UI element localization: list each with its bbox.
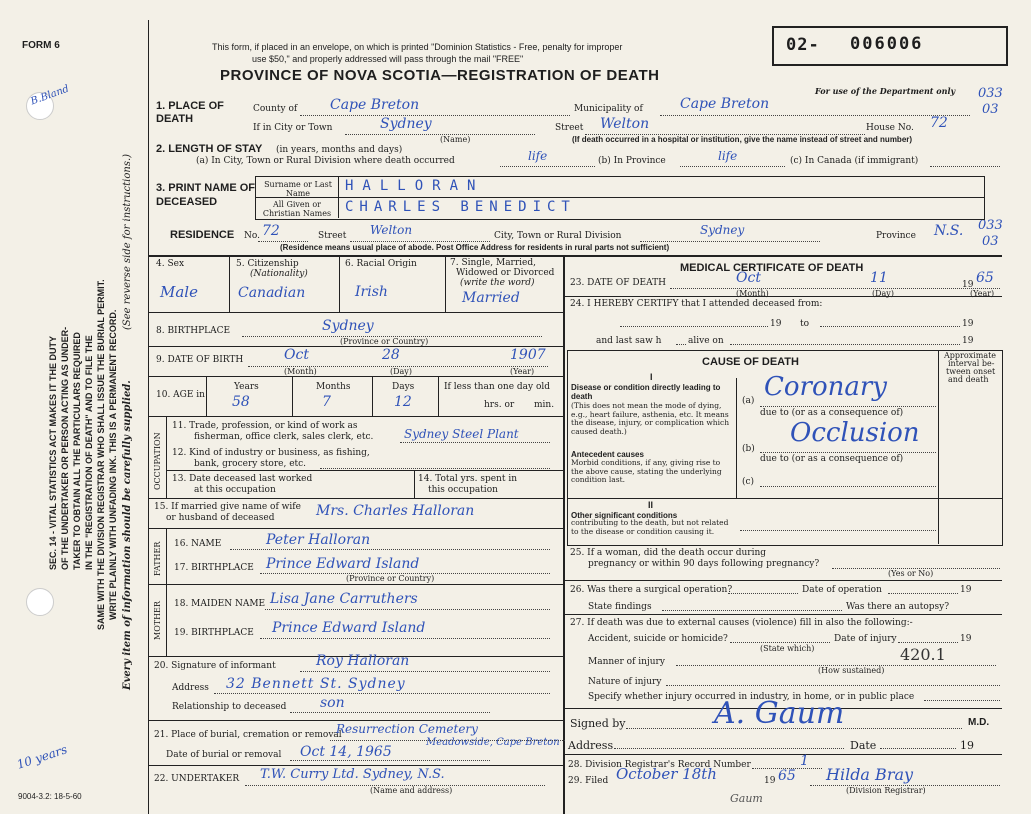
pregnancy-label-2: pregnancy or within 90 days following pregnancy?: [588, 559, 820, 569]
cause-title: CAUSE OF DEATH: [702, 356, 799, 368]
certify-19b: 19: [962, 319, 974, 329]
envelope-note-1: This form, if placed in an envelope, on which is printed "Dominion Statistics - Free, penalty for improper: [212, 42, 623, 52]
min-label: min.: [534, 400, 555, 410]
marital-label-2: Widowed or Divorced: [456, 268, 555, 278]
residence-street-value: Welton: [370, 223, 413, 237]
age-days-label: Days: [392, 382, 415, 392]
registrar-hint: (Division Registrar): [846, 786, 926, 795]
manner-label: Manner of injury: [588, 657, 665, 667]
burial-place-label: 21. Place of burial, cremation or removal: [154, 730, 342, 740]
envelope-note-2: use $50," and properly addressed will pass through the mail "FREE": [252, 54, 524, 64]
racial-origin-label: 6. Racial Origin: [345, 259, 417, 269]
sex-value: Male: [160, 283, 198, 301]
record-number-value: 1: [800, 753, 809, 769]
burial-date-value: Oct 14, 1965: [300, 744, 392, 760]
stay-c-label: (c) In Canada (if immigrant): [790, 156, 919, 166]
years-spent-label-2: this occupation: [428, 485, 498, 495]
city-name-hint: (Name): [440, 135, 471, 144]
filed-year-value: 65: [778, 768, 796, 784]
state-which-hint: (State which): [760, 644, 815, 653]
spouse-label-2: or husband of deceased: [166, 513, 275, 523]
house-label: House No.: [866, 123, 914, 133]
relationship-label: Relationship to deceased: [172, 702, 287, 712]
last-saw-label: and last saw h: [596, 336, 662, 346]
certify-to: to: [800, 319, 810, 329]
statute-line-5: SAME WITH THE DIVISION REGISTRAR WHO SHALL ISSUE THE BURIAL PERMIT.: [96, 279, 106, 630]
marital-label-1: 7. Single, Married,: [450, 258, 536, 268]
sex-label: 4. Sex: [156, 259, 185, 269]
margin-note-1: B.Bland: [29, 83, 71, 108]
interval-2: interval be-: [948, 359, 995, 368]
given-name-value: CHARLES BENEDICT: [345, 199, 576, 215]
form-number: FORM 6: [22, 40, 60, 51]
statute-line-2: OF THE UNDERTAKER OR PERSON ACTING AS UNDER-: [60, 326, 70, 570]
margin-note-2: 10 years: [15, 742, 69, 772]
relationship-value: son: [320, 695, 345, 711]
due-to-label-2: due to (or as a consequence of): [760, 454, 904, 464]
physician-date-19: 19: [960, 739, 974, 752]
hospital-note: (If death occurred in a hospital or institution, give the name instead of street and number): [572, 135, 913, 144]
house-value: 72: [930, 115, 948, 131]
operation-date-19: 19: [960, 585, 972, 595]
signed-by-label: Signed by: [570, 717, 626, 730]
residence-label: RESIDENCE: [170, 229, 235, 241]
specify-label: Specify whether injury occurred in industry, in home, or in public place: [588, 692, 915, 702]
residence-note: (Residence means usual place of abode. Post Office Address for residents in rural parts not sufficient): [280, 243, 670, 252]
less-than-day-label: If less than one day old: [444, 382, 551, 392]
municipality-label: Municipality of: [574, 104, 643, 114]
residence-no-value: 72: [262, 223, 280, 239]
dod-label: 23. DATE OF DEATH: [570, 278, 666, 288]
dob-month-hint: (Month): [284, 367, 317, 376]
medical-cert-title: MEDICAL CERTIFICATE OF DEATH: [680, 262, 864, 274]
statute-line-4: IN THE "REGISTRATION OF DEATH" AND TO FILE THE: [84, 335, 94, 570]
industry-label-2: bank, grocery store, etc.: [194, 459, 307, 469]
upper-divider: [148, 255, 1002, 257]
length-of-stay-label: 2. LENGTH OF STAY: [156, 143, 263, 155]
roman-one: I: [650, 372, 653, 382]
dept-use-label: For use of the Department only: [815, 86, 956, 96]
cause-c-label: (c): [742, 477, 755, 487]
cause-a-value: Coronary: [764, 372, 887, 402]
registrar-signature: Hilda Bray: [826, 765, 914, 784]
municipality-value: Cape Breton: [680, 96, 770, 112]
residence-province-label: Province: [876, 231, 916, 241]
surname-label: Surname or Last Name: [264, 180, 332, 198]
operation-date-label: Date of operation: [802, 585, 882, 595]
statute-line-3: TAKER TO OBTAIN ALL THE PARTICULARS REQUIRED: [72, 332, 82, 570]
age-days-value: 12: [394, 394, 412, 410]
state-findings-label: State findings: [588, 602, 652, 612]
place-of-death-label: 1. PLACE OF DEATH: [156, 100, 224, 125]
dod-year-hint: (Year): [970, 289, 995, 298]
father-name-value: Peter Halloran: [266, 532, 371, 548]
dod-day: 11: [870, 270, 888, 286]
informant-sig-label: 20. Signature of informant: [154, 661, 276, 671]
last-saw-19: 19: [962, 336, 974, 346]
last-worked-label-1: 13. Date deceased last worked: [172, 474, 313, 484]
md-label: M.D.: [968, 717, 990, 728]
autopsy-label: Was there an autopsy?: [846, 602, 950, 612]
physician-date-label: Date: [850, 739, 877, 752]
residence-province-value: N.S.: [934, 223, 964, 239]
reg-number: 006006: [850, 34, 924, 54]
mother-birthplace-label: 19. BIRTHPLACE: [174, 628, 254, 638]
dob-day: 28: [382, 347, 400, 363]
other-conditions-note: contributing to the death, but not related to the disease or condition causing it.: [571, 518, 729, 536]
dob-year: 1907: [510, 347, 546, 363]
age-months-value: 7: [322, 394, 331, 410]
length-of-stay-sub: (in years, months and days): [276, 145, 403, 155]
dob-year-hint: (Year): [510, 367, 535, 376]
mother-name-label: 18. MAIDEN NAME: [174, 599, 266, 609]
page-title: PROVINCE OF NOVA SCOTIA—REGISTRATION OF DEATH: [220, 67, 660, 84]
father-birthplace-label: 17. BIRTHPLACE: [174, 563, 254, 573]
certify-label: 24. I HEREBY CERTIFY that I attended deceased from:: [570, 299, 823, 309]
antecedent-note: Morbid conditions, if any, giving rise to the above cause, stating the underlying condition last.: [571, 458, 722, 484]
stay-a-label: (a) In City, Town or Rural Division where death occurred: [196, 156, 455, 166]
dod-year: 65: [976, 270, 994, 286]
burial-place-value: Resurrection Cemetery: [336, 722, 478, 736]
surgery-label: 26. Was there a surgical operation?: [570, 585, 733, 595]
trade-label-1: 11. Trade, profession, or kind of work as: [172, 421, 358, 431]
cause-a2-value: Occlusion: [790, 418, 920, 448]
record-number-label: 28. Division Registrar's Record Number: [568, 760, 751, 770]
left-border: [148, 20, 149, 814]
stay-b-value: life: [718, 149, 738, 163]
racial-origin-value: Irish: [355, 284, 388, 300]
city-label: If in City or Town: [253, 123, 333, 133]
undertaker-label: 22. UNDERTAKER: [154, 774, 240, 784]
accident-label: Accident, suicide or homicide?: [588, 634, 728, 644]
burial-place-value-2: Meadowside, Cape Breton: [426, 737, 560, 748]
dod-month-hint: (Month): [736, 289, 769, 298]
undertaker-hint: (Name and address): [370, 786, 453, 795]
county-label: County of: [253, 104, 298, 114]
certify-19a: 19: [770, 319, 782, 329]
given-name-label: All Given or Christian Names: [262, 200, 332, 218]
father-birthplace-hint: (Province or Country): [346, 574, 435, 583]
yes-no-hint: (Yes or No): [888, 569, 934, 578]
due-to-label-1: due to (or as a consequence of): [760, 408, 904, 418]
dept-code-2: 03: [982, 102, 999, 117]
punch-hole-bottom: [26, 588, 54, 616]
informant-address-value: 32 Bennett St. Sydney: [226, 676, 406, 692]
dept-code-3: 033: [978, 218, 1003, 233]
birthplace-value: Sydney: [322, 318, 374, 334]
statute-line-8: Every item of information should be carefully supplied.: [122, 380, 133, 690]
stay-b-label: (b) In Province: [598, 156, 666, 166]
industry-label-1: 12. Kind of industry or business, as fishing,: [172, 448, 370, 458]
father-birthplace-value: Prince Edward Island: [266, 556, 420, 572]
external-causes-label: 27. If death was due to external causes (violence) fill in also the following:-: [570, 618, 913, 628]
roman-two: II: [648, 500, 654, 510]
stay-a-value: life: [528, 149, 548, 163]
citizenship-sub: (Nationality): [250, 269, 308, 279]
statute-line-7: (See reverse side for instructions.): [122, 153, 133, 330]
dod-month: Oct: [736, 270, 761, 286]
dod-year-prefix: 19: [962, 280, 974, 290]
filed-year-prefix: 19: [764, 776, 776, 786]
informant-address-label: Address: [172, 683, 209, 693]
physician-signature: A. Gaum: [714, 696, 845, 731]
reg-prefix: 02-: [786, 35, 820, 55]
statute-line-1: SEC. 14 - VITAL STATISTICS ACT MAKES IT THE DUTY: [48, 335, 58, 570]
interval-4: and death: [948, 375, 989, 384]
how-sustained-hint: (How sustained): [818, 666, 885, 675]
filed-value: October 18th: [616, 765, 717, 783]
citizenship-value: Canadian: [238, 285, 306, 301]
dob-day-hint: (Day): [390, 367, 412, 376]
spouse-value: Mrs. Charles Halloran: [316, 503, 475, 519]
last-worked-label-2: at this occupation: [194, 485, 276, 495]
city-value: Sydney: [380, 116, 432, 132]
disease-label: Disease or condition directly leading to death: [571, 383, 721, 401]
residence-no-label: No.: [244, 231, 260, 241]
birthplace-label: 8. BIRTHPLACE: [156, 326, 231, 336]
occupation-side-label: OCCUPATION: [153, 432, 162, 490]
residence-city-value: Sydney: [700, 223, 745, 237]
birthplace-hint: (Province or Country): [340, 337, 429, 346]
other-conditions-label: Other significant conditions: [571, 511, 678, 520]
street-label: Street: [555, 123, 584, 133]
hrs-label: hrs. or: [484, 400, 515, 410]
nature-label: Nature of injury: [588, 677, 662, 687]
disease-note: (This does not mean the mode of dying, e.g., heart failure, asthenia, etc. It means the disease, injury, or complication which caused death.): [571, 401, 730, 436]
dob-month: Oct: [284, 347, 309, 363]
cause-b-label: (b): [742, 444, 755, 454]
age-years-label: Years: [234, 382, 259, 392]
pregnancy-label-1: 25. If a woman, did the death occur during: [570, 548, 767, 558]
trade-label-2: fisherman, office clerk, sales clerk, etc.: [194, 432, 374, 442]
trade-value: Sydney Steel Plant: [404, 427, 519, 441]
informant-sig-value: Roy Halloran: [316, 653, 410, 669]
alive-on-label: alive on: [688, 336, 724, 346]
age-years-value: 58: [232, 394, 250, 410]
dept-code-1: 033: [978, 86, 1003, 101]
street-value: Welton: [600, 116, 650, 132]
county-value: Cape Breton: [330, 97, 420, 113]
surname-value: HALLORAN: [345, 178, 485, 194]
mother-side-label: MOTHER: [153, 601, 162, 640]
citizenship-label: 5. Citizenship: [236, 259, 299, 269]
cause-a-label: (a): [742, 396, 755, 406]
marital-label-3: (write the word): [460, 278, 535, 288]
pencil-note: Gaum: [730, 792, 763, 805]
spouse-label-1: 15. If married give name of wife: [154, 502, 301, 512]
residence-street-label: Street: [318, 231, 347, 241]
dob-label: 9. DATE OF BIRTH: [156, 355, 244, 365]
mother-name-value: Lisa Jane Carruthers: [270, 591, 418, 607]
marital-value: Married: [462, 290, 520, 306]
center-divider: [563, 255, 565, 814]
residence-city-label: City, Town or Rural Division: [494, 231, 622, 241]
statute-line-6: WRITE PLAINLY WITH UNFADING INK. THIS IS A PERMANENT RECORD.: [108, 309, 118, 620]
manner-code: 420.1: [900, 645, 946, 664]
dept-code-4: 03: [982, 234, 999, 249]
mother-birthplace-value: Prince Edward Island: [272, 620, 426, 636]
physician-address-label: Address: [568, 739, 614, 752]
form-code: 9004-3.2: 18-5-60: [18, 792, 82, 801]
undertaker-value: T.W. Curry Ltd. Sydney, N.S.: [260, 767, 445, 782]
age-months-label: Months: [316, 382, 351, 392]
burial-date-label: Date of burial or removal: [166, 750, 282, 760]
father-name-label: 16. NAME: [174, 539, 222, 549]
injury-date-19: 19: [960, 634, 972, 644]
years-spent-label-1: 14. Total yrs. spent in: [418, 474, 517, 484]
filed-label: 29. Filed: [568, 776, 609, 786]
dod-day-hint: (Day): [872, 289, 894, 298]
print-name-label: 3. PRINT NAME OF DECEASED: [156, 182, 256, 208]
age-label: 10. AGE in: [156, 390, 205, 400]
interval-1: Approximate: [944, 351, 997, 360]
antecedent-label: Antecedent causes: [571, 450, 644, 459]
interval-3: tween onset: [946, 367, 996, 376]
father-side-label: FATHER: [153, 541, 162, 576]
injury-date-label: Date of injury: [834, 634, 897, 644]
